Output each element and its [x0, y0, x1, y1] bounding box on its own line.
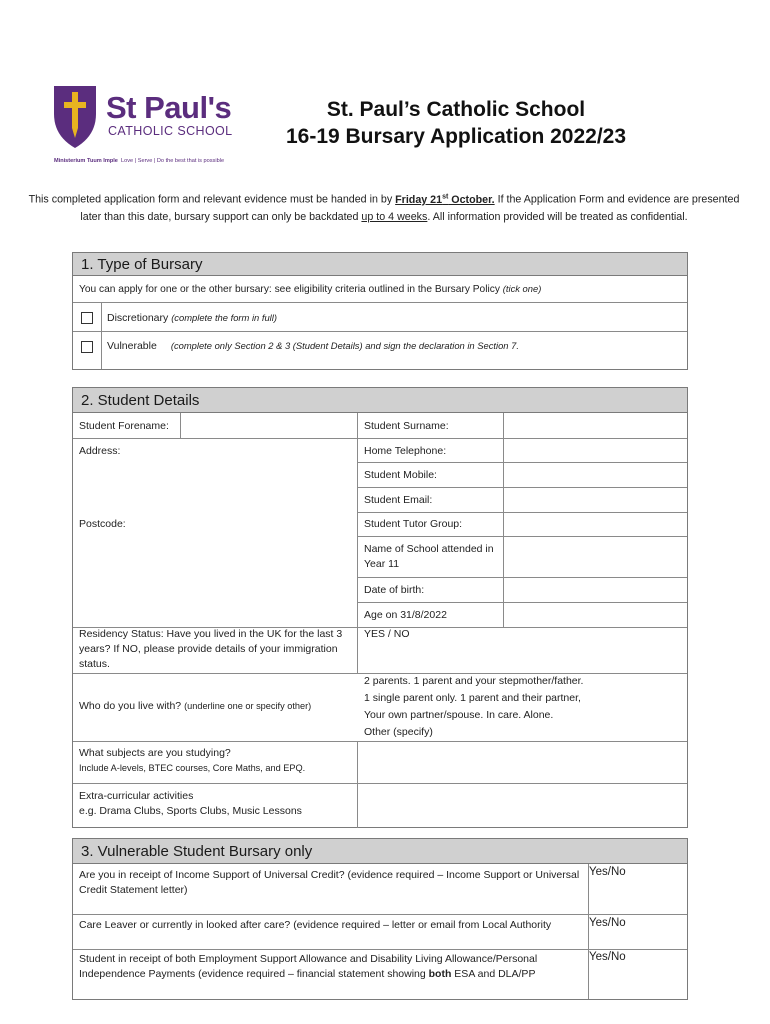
option-vulnerable — [107, 338, 677, 354]
live-question: Who do you live with? — [79, 700, 185, 712]
esa-text-a: Student in receipt of both Employment Support Allowance and Disability Living Allowance/Personal Independence Payments (evidence required – financial statement showing — [79, 953, 538, 980]
divider — [73, 302, 687, 303]
extra-curricular-question — [79, 789, 355, 819]
motto-english: Love | Serve | Do the best that is possible — [121, 158, 225, 164]
divider — [357, 413, 358, 673]
intro-p1: This completed application form and relevant evidence must be handed in by — [28, 193, 396, 206]
section3-heading: 3. Vulnerable Student Bursary only — [73, 839, 687, 864]
page-title — [246, 96, 666, 150]
option-discretionary — [107, 310, 667, 326]
tutor-group-label: Student Tutor Group: — [364, 518, 463, 530]
logo-subtitle: CATHOLIC SCHOOL — [108, 124, 233, 138]
esa-dla-question — [79, 952, 587, 982]
postcode-label: Postcode: — [79, 518, 126, 530]
esa-text-both: both — [428, 968, 452, 980]
subjects-field[interactable] — [358, 742, 687, 783]
live-with-options[interactable] — [364, 673, 684, 741]
divider — [357, 462, 687, 463]
section-vulnerable-bursary — [72, 838, 688, 1000]
income-support-question: Are you in receipt of Income Support of Universal Credit? (evidence required – Income Support or Universal Credit Statement letter) — [79, 869, 580, 896]
section1-heading: 1. Type of Bursary — [73, 253, 687, 276]
surname-label: Student Surname: — [364, 420, 449, 432]
section2-heading: 2. Student Details — [73, 388, 687, 413]
forename-field[interactable] — [181, 414, 357, 438]
subjects-question — [79, 746, 355, 776]
email-label: Student Email: — [364, 494, 433, 506]
live-note: (underline one or specify other) — [184, 701, 312, 711]
crest-icon — [50, 84, 100, 150]
divider — [357, 536, 687, 537]
divider — [73, 438, 687, 439]
logo-name: St Paul's — [106, 90, 232, 125]
logo-motto — [54, 158, 224, 164]
deadline-sup: st — [442, 193, 449, 200]
forename-label: Student Forename: — [79, 420, 169, 432]
deadline-day: Friday 21 — [395, 193, 443, 206]
motto-latin: Ministerium Tuum Imple — [54, 158, 118, 164]
checkbox-vulnerable[interactable] — [81, 341, 93, 353]
live-option-line3: Your own partner/spouse. In care. Alone. — [364, 709, 554, 721]
divider — [73, 331, 687, 332]
live-option-line1: 2 parents. 1 parent and your stepmother/father. — [364, 675, 584, 687]
extra-example: e.g. Drama Clubs, Sports Clubs, Music Lessons — [79, 805, 302, 817]
option2-note: (complete only Section 2 & 3 (Student Details) and sign the declaration in Section 7. — [170, 340, 519, 351]
deadline-end: October. — [448, 193, 495, 206]
esa-text-b: ESA and DLA/PP — [451, 968, 536, 980]
option1-note: (complete the form in full) — [171, 312, 277, 323]
divider — [101, 302, 102, 369]
intro-p3: . All information provided will be treated as confidential. — [427, 210, 688, 223]
option1-label: Discretionary — [107, 312, 172, 324]
divider — [588, 864, 589, 999]
age-label: Age on 31/8/2022 — [364, 609, 447, 621]
section-type-of-bursary — [72, 252, 688, 370]
school-year11-label: Name of School attended in Year 11 — [364, 543, 494, 570]
divider — [357, 602, 687, 603]
instruction-note: (tick one) — [502, 283, 542, 294]
live-with-question — [79, 699, 355, 714]
divider — [73, 914, 687, 915]
section-student-details — [72, 387, 688, 828]
surname-field[interactable] — [504, 414, 687, 438]
intro-p2: If the Application Form and evidence are presented later than this date, bursary support can only be backdated — [80, 193, 740, 223]
dob-label: Date of birth: — [364, 584, 425, 596]
residency-question: Residency Status: Have you lived in the UK for the last 3 years? If NO, please provide details of your immigration status. — [79, 628, 343, 670]
care-leaver-answer[interactable]: Yes/No — [589, 917, 626, 929]
address-label: Address: — [79, 445, 121, 457]
live-option-line4: Other (specify) — [364, 726, 433, 738]
subjects-label: What subjects are you studying? — [79, 747, 231, 759]
intro-text — [22, 188, 746, 226]
checkbox-discretionary[interactable] — [81, 312, 93, 324]
divider — [503, 413, 504, 627]
backdate-limit: up to 4 weeks — [361, 210, 428, 223]
care-leaver-question: Care Leaver or currently in looked after care? (evidence required – letter or email from Local Authority — [79, 919, 552, 931]
mobile-label: Student Mobile: — [364, 469, 437, 481]
extra-curricular-field[interactable] — [358, 784, 687, 828]
divider — [357, 487, 687, 488]
subjects-note: Include A-levels, BTEC courses, Core Maths, and EPQ. — [79, 763, 306, 773]
school-logo — [50, 84, 270, 166]
title-line2: 16-19 Bursary Application 2022/23 — [285, 125, 627, 148]
income-support-answer[interactable]: Yes/No — [589, 866, 626, 878]
live-option-line2: 1 single parent only. 1 parent and their partner, — [364, 692, 581, 704]
divider — [357, 577, 687, 578]
extra-label: Extra-curricular activities — [79, 790, 194, 802]
title-line1: St. Paul’s Catholic School — [326, 98, 586, 121]
option2-label: Vulnerable — [107, 340, 157, 352]
section1-instruction — [79, 281, 679, 297]
divider — [357, 512, 687, 513]
deadline — [395, 194, 495, 206]
instruction-text: You can apply for one or the other bursary: see eligibility criteria outlined in the Bursary Policy — [79, 284, 503, 295]
esa-dla-answer[interactable]: Yes/No — [589, 951, 626, 963]
residency-answer[interactable]: YES / NO — [364, 628, 410, 640]
home-telephone-label: Home Telephone: — [364, 445, 447, 457]
